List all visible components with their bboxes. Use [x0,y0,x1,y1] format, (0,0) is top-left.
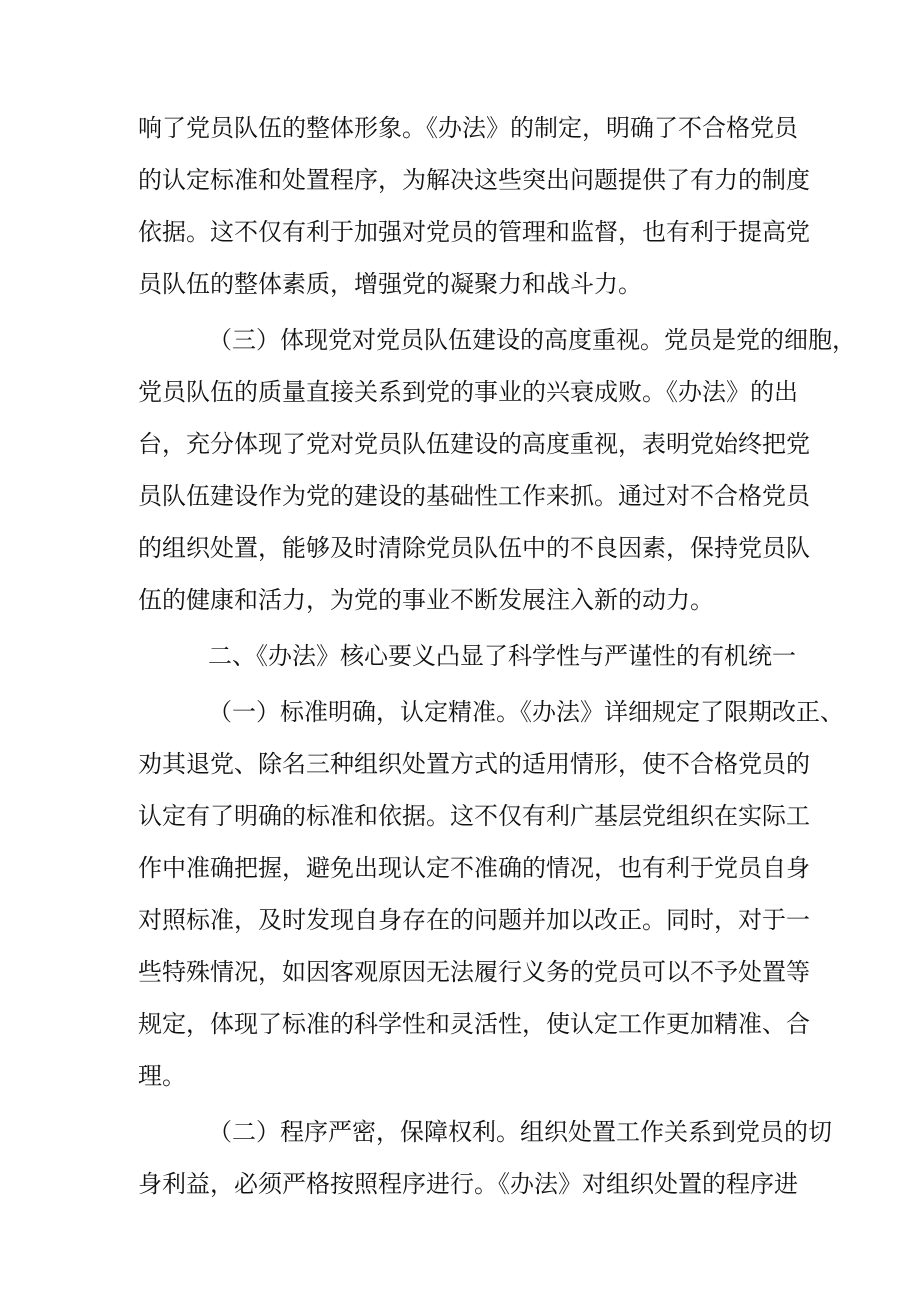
text-line: 作中准确把握，避免出现认定不准确的情况，也有利于党员自身 [138,854,810,882]
chapter-heading-2: 二、《办法》核心要义凸显了科学性与严谨性的有机统一 [208,642,796,670]
text-line: 员队伍的整体素质，增强党的凝聚力和战斗力。 [138,270,642,298]
text-line: 党员队伍的质量直接关系到党的事业的兴衰成败。《办法》的出 [138,378,798,406]
text-line: 认定有了明确的标准和依据。这不仅有利广基层党组织在实际工 [138,802,810,830]
section-heading-2: （二）程序严密，保障权利。组织处置工作关系到党员的切 [208,1118,832,1146]
text-line: 理。 [138,1062,186,1090]
text-line: 规定，体现了标准的科学性和灵活性，使认定工作更加精准、合 [138,1010,810,1038]
text-line: 的组织处置，能够及时清除党员队伍中的不良因素，保持党员队 [138,534,810,562]
text-line: 劝其退党、除名三种组织处置方式的适用情形，使不合格党员的 [138,750,810,778]
text-line: 些特殊情况，如因客观原因无法履行义务的党员可以不予处置等 [138,958,810,986]
text-line: 员队伍建设作为党的建设的基础性工作来抓。通过对不合格党员 [138,482,810,510]
text-line: 身利益，必须严格按照程序进行。《办法》对组织处置的程序进 [138,1170,798,1198]
text-line: 响了党员队伍的整体形象。《办法》的制定，明确了不合格党员 [138,114,798,142]
text-line: 台，充分体现了党对党员队伍建设的高度重视，表明党始终把党 [138,430,810,458]
text-line: 伍的健康和活力，为党的事业不断发展注入新的动力。 [138,586,714,614]
section-heading-3: （三）体现党对党员队伍建设的高度重视。党员是党的细胞， [208,326,856,354]
text-line: 对照标准，及时发现自身存在的问题并加以改正。同时，对于一 [138,906,810,934]
section-heading-1: （一）标准明确，认定精准。《办法》详细规定了限期改正、 [208,698,844,726]
text-line: 的认定标准和处置程序，为解决这些突出问题提供了有力的制度 [138,166,810,194]
text-line: 依据。这不仅有利于加强对党员的管理和监督，也有利于提高党 [138,218,810,246]
